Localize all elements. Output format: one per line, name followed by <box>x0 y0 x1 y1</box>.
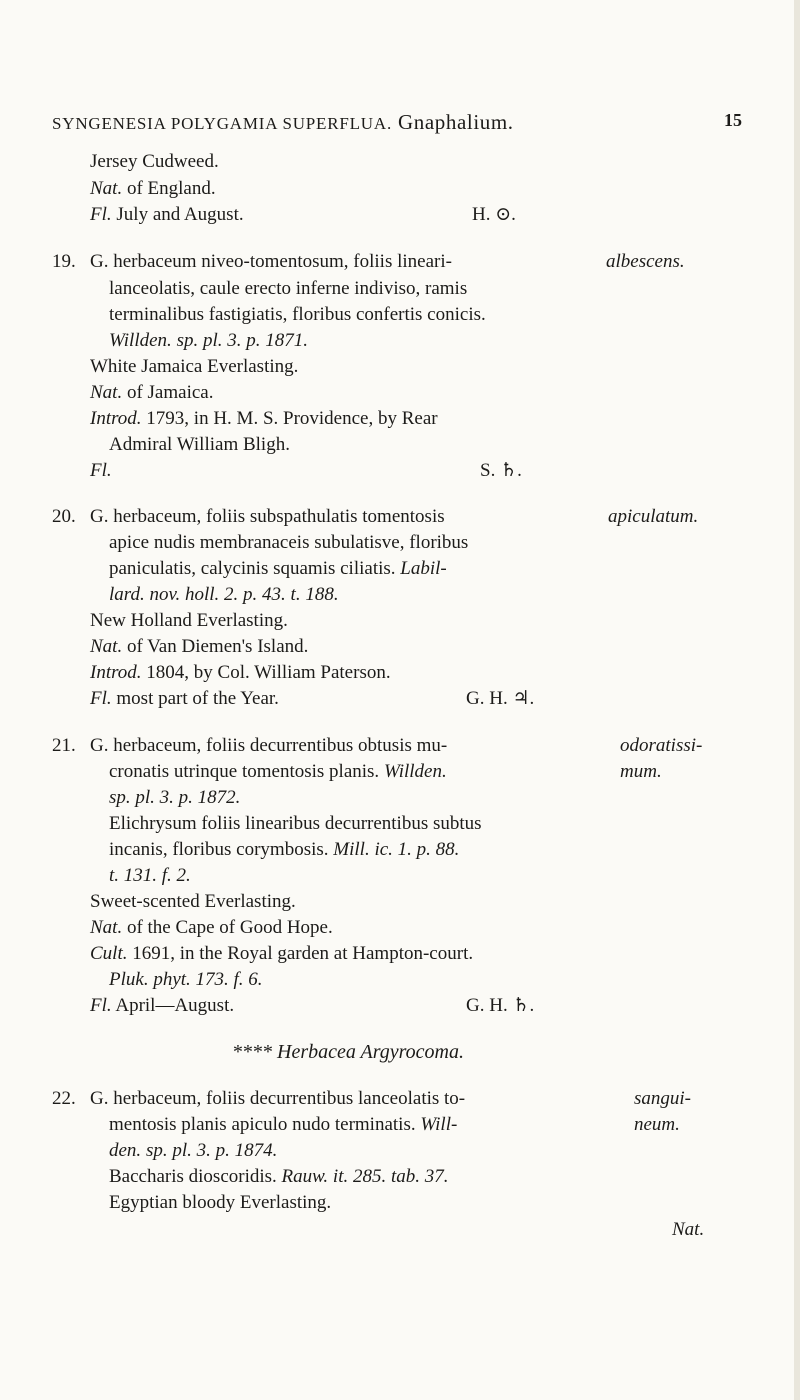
diagnosis-text: mentosis planis apiculo nudo terminatis. <box>109 1114 421 1135</box>
cultivated-line <box>90 942 473 966</box>
reference-line <box>109 329 308 353</box>
diagnosis-line-1: G. herbaceum, foliis subspathulatis tomentosis <box>90 506 445 527</box>
flowering-line <box>90 687 279 711</box>
species-epithet: albescens. <box>606 251 685 272</box>
reference: sp. pl. 3. p. 1872. <box>109 787 241 808</box>
synonym-line-3 <box>109 864 191 888</box>
introduced-line <box>90 407 438 431</box>
flowering-label: Fl. <box>90 204 112 225</box>
common-name: Egyptian bloody Everlasting. <box>109 1192 332 1213</box>
introduced-line <box>90 661 391 685</box>
species-epithet: sangui- <box>634 1088 691 1109</box>
native-label: Nat. <box>90 382 123 403</box>
habitat-symbol: H. ⊙. <box>472 204 516 225</box>
entry-number: 19. <box>52 251 76 272</box>
reference-line <box>109 1139 277 1163</box>
running-header <box>52 110 742 140</box>
authority: Labil- <box>400 558 447 579</box>
flowering-text: most part of the Year. <box>111 688 279 709</box>
synonym-text: Baccharis dioscoridis. <box>109 1166 277 1187</box>
diagnosis-line-2: apice nudis membranaceis subulatisve, floribus <box>109 532 469 553</box>
reference: sp. pl. 3. p. 1871. <box>171 330 308 351</box>
authority: Rauw. <box>281 1166 329 1187</box>
common-name: White Jamaica Everlasting. <box>90 356 299 377</box>
flowering-label: Fl. <box>90 995 112 1016</box>
native-label: Nat. <box>90 636 123 657</box>
authority: Will- <box>420 1114 458 1135</box>
synonym-line-2 <box>109 838 459 862</box>
diagnosis-line-3: terminalibus fastigiatis, floribus confertis conicis. <box>109 304 486 325</box>
diagnosis-line-2 <box>109 760 447 784</box>
synonym-line <box>109 1165 449 1189</box>
entry-number: 20. <box>52 506 76 527</box>
native-label: Nat. <box>90 917 123 938</box>
native-line <box>90 635 308 659</box>
reference-line <box>109 583 339 607</box>
authority: Willden. <box>109 330 172 351</box>
reference-cont: t. 131. f. 2. <box>109 865 191 886</box>
section-title: Herbacea Argyrocoma. <box>277 1041 464 1063</box>
diagnosis-line-2: lanceolatis, caule erecto inferne indiviso, ramis <box>109 278 468 299</box>
introduced-text: 1793, in H. M. S. Providence, by Rear <box>141 408 438 429</box>
habitat-symbol: S. ♄. <box>480 460 522 481</box>
species-epithet-cont: mum. <box>620 761 662 782</box>
native-text: of the Cape of Good Hope. <box>122 917 333 938</box>
running-title-genus: Gnaphalium. <box>398 110 514 134</box>
diagnosis-line-3 <box>109 557 447 581</box>
native-line <box>90 381 213 405</box>
reference: 173. f. 6. <box>190 969 263 990</box>
native-text: of England. <box>122 178 216 199</box>
section-heading <box>232 1040 464 1064</box>
species-epithet-cont: neum. <box>634 1114 680 1135</box>
native-line <box>90 177 216 201</box>
cultivated-label: Cult. <box>90 943 128 964</box>
native-line <box>90 916 333 940</box>
section-stars: **** <box>232 1041 272 1063</box>
introduced-label: Introd. <box>90 662 142 683</box>
flowering-label: Fl. <box>90 688 112 709</box>
running-title <box>52 110 514 135</box>
catchword: Nat. <box>672 1219 705 1240</box>
reference: nov. holl. 2. p. 43. t. 188. <box>144 584 339 605</box>
synonym-text: incanis, floribus corymbosis. <box>109 839 334 860</box>
species-epithet: apiculatum. <box>608 506 699 527</box>
authority-cont: lard. <box>109 584 145 605</box>
diagnosis-line-1: G. herbaceum niveo-tomentosum, foliis lineari- <box>90 251 452 272</box>
authority: Willden. <box>383 761 447 782</box>
species-epithet: odoratissi- <box>620 735 703 756</box>
diagnosis-line-1: G. herbaceum, foliis decurrentibus obtusis mu- <box>90 735 448 756</box>
running-title-caps: SYNGENESIA POLYGAMIA SUPERFLUA. <box>52 114 392 133</box>
native-text: of Van Diemen's Island. <box>122 636 309 657</box>
cultivated-text: 1691, in the Royal garden at Hampton-court. <box>127 943 474 964</box>
entry-number: 21. <box>52 735 76 756</box>
reference-line-2 <box>109 968 263 992</box>
habitat-symbol: G. H. ♄. <box>466 995 535 1016</box>
diagnosis-text: paniculatis, calycinis squamis ciliatis. <box>109 558 401 579</box>
common-name: Sweet-scented Everlasting. <box>90 891 296 912</box>
introduced-text: 1804, by Col. William Paterson. <box>141 662 391 683</box>
reference: sp. pl. 3. p. 1874. <box>141 1140 278 1161</box>
reference: ic. 1. p. 88. <box>369 839 460 860</box>
diagnosis-line-2 <box>109 1113 457 1137</box>
authority-cont: den. <box>109 1140 142 1161</box>
entry-number: 22. <box>52 1088 76 1109</box>
page-edge <box>794 0 800 1400</box>
synonym-line-1: Elichrysum foliis linearibus decurrentibus subtus <box>109 813 482 834</box>
common-name: New Holland Everlasting. <box>90 610 288 631</box>
introduced-label: Introd. <box>90 408 142 429</box>
flowering-line <box>90 203 244 227</box>
diagnosis-line-1: G. herbaceum, foliis decurrentibus lanceolatis to- <box>90 1088 466 1109</box>
reference: it. 285. tab. 37. <box>328 1166 449 1187</box>
flowering-text: April—August. <box>111 995 235 1016</box>
common-name: Jersey Cudweed. <box>90 151 219 172</box>
authority: Mill. <box>333 839 370 860</box>
native-text: of Jamaica. <box>122 382 214 403</box>
flowering-label-text: Fl. <box>90 460 112 481</box>
habitat-symbol: G. H. ♃. <box>466 688 535 709</box>
reference-line <box>109 786 240 810</box>
flowering-text: July and August. <box>111 204 244 225</box>
native-label: Nat. <box>90 178 123 199</box>
introduced-line-2: Admiral William Bligh. <box>109 434 290 455</box>
authority: Pluk. phyt. <box>109 969 191 990</box>
diagnosis-text: cronatis utrinque tomentosis planis. <box>109 761 384 782</box>
page-number: 15 <box>724 110 742 130</box>
flowering-label <box>90 459 112 483</box>
flowering-line <box>90 994 234 1018</box>
